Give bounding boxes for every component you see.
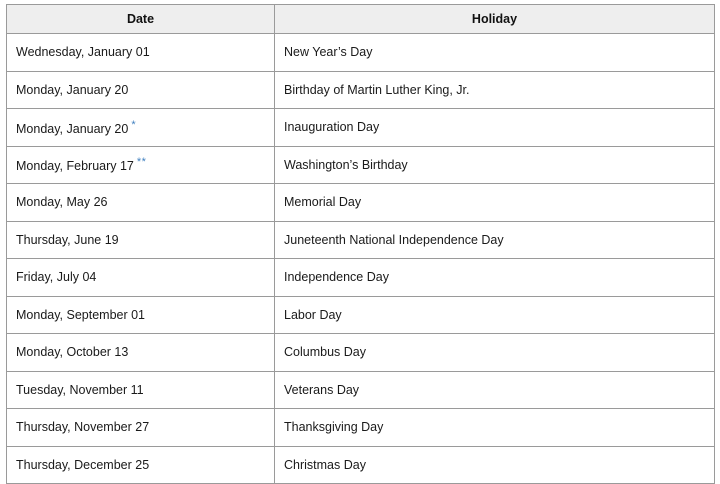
cell-date: [7, 409, 275, 447]
cell-date: [7, 184, 275, 222]
holiday-text: Memorial Day: [284, 195, 362, 210]
date-text: Wednesday, January 01: [16, 45, 150, 60]
cell-date: [7, 296, 275, 334]
holiday-text: Inauguration Day: [284, 120, 380, 135]
cell-date: [7, 71, 275, 109]
table-header: [7, 5, 715, 34]
cell-holiday: [275, 334, 715, 372]
cell-holiday: [275, 371, 715, 409]
table-row: [7, 446, 715, 484]
date-text: Monday, January 20: [16, 121, 129, 136]
cell-date: [7, 259, 275, 297]
table-row: [7, 296, 715, 334]
date-text: Thursday, November 27: [16, 420, 150, 435]
table-row: [7, 409, 715, 447]
cell-date: [7, 34, 275, 72]
table-body: [7, 34, 715, 484]
table-row: [7, 109, 715, 147]
cell-holiday: [275, 146, 715, 184]
date-text: Monday, May 26: [16, 195, 108, 210]
cell-date: [7, 371, 275, 409]
table-row: [7, 221, 715, 259]
cell-holiday: [275, 409, 715, 447]
cell-holiday: [275, 109, 715, 147]
table-row: [7, 71, 715, 109]
cell-holiday: [275, 446, 715, 484]
date-text: Friday, July 04: [16, 270, 97, 285]
table-row: [7, 371, 715, 409]
cell-holiday: [275, 221, 715, 259]
table-row: [7, 334, 715, 372]
holiday-text: Birthday of Martin Luther King, Jr.: [284, 82, 470, 97]
holiday-text: Veterans Day: [284, 382, 360, 397]
holiday-text: Christmas Day: [284, 457, 366, 472]
cell-holiday: [275, 71, 715, 109]
footnote-marker: **: [136, 156, 147, 169]
federal-holiday-table: [6, 4, 715, 484]
cell-date: [7, 221, 275, 259]
cell-holiday: [275, 184, 715, 222]
cell-date: [7, 146, 275, 184]
date-text: Monday, October 13: [16, 345, 129, 360]
table-row: [7, 146, 715, 184]
holiday-text: Thanksgiving Day: [284, 420, 384, 435]
holiday-text: Washington’s Birthday: [284, 157, 408, 172]
cell-holiday: [275, 259, 715, 297]
cell-date: [7, 109, 275, 147]
holiday-text: Independence Day: [284, 270, 389, 285]
table-row: [7, 259, 715, 297]
holiday-text: Juneteenth National Independence Day: [284, 232, 504, 247]
footnote-marker: *: [131, 118, 137, 131]
cell-date: [7, 446, 275, 484]
cell-date: [7, 334, 275, 372]
holiday-text: Columbus Day: [284, 345, 366, 360]
cell-holiday: [275, 296, 715, 334]
date-text: Tuesday, November 11: [16, 382, 144, 397]
date-text: Thursday, June 19: [16, 232, 119, 247]
table-header-row: [7, 5, 715, 34]
holiday-text: Labor Day: [284, 307, 342, 322]
holiday-text: New Year’s Day: [284, 45, 373, 60]
table-row: [7, 34, 715, 72]
column-header-holiday: Holiday: [275, 5, 715, 34]
date-text: Monday, September 01: [16, 307, 146, 322]
date-text: Monday, January 20: [16, 82, 129, 97]
column-header-date: Date: [7, 5, 275, 34]
table-row: [7, 184, 715, 222]
date-text: Monday, February 17: [16, 159, 134, 174]
cell-holiday: [275, 34, 715, 72]
date-text: Thursday, December 25: [16, 457, 150, 472]
